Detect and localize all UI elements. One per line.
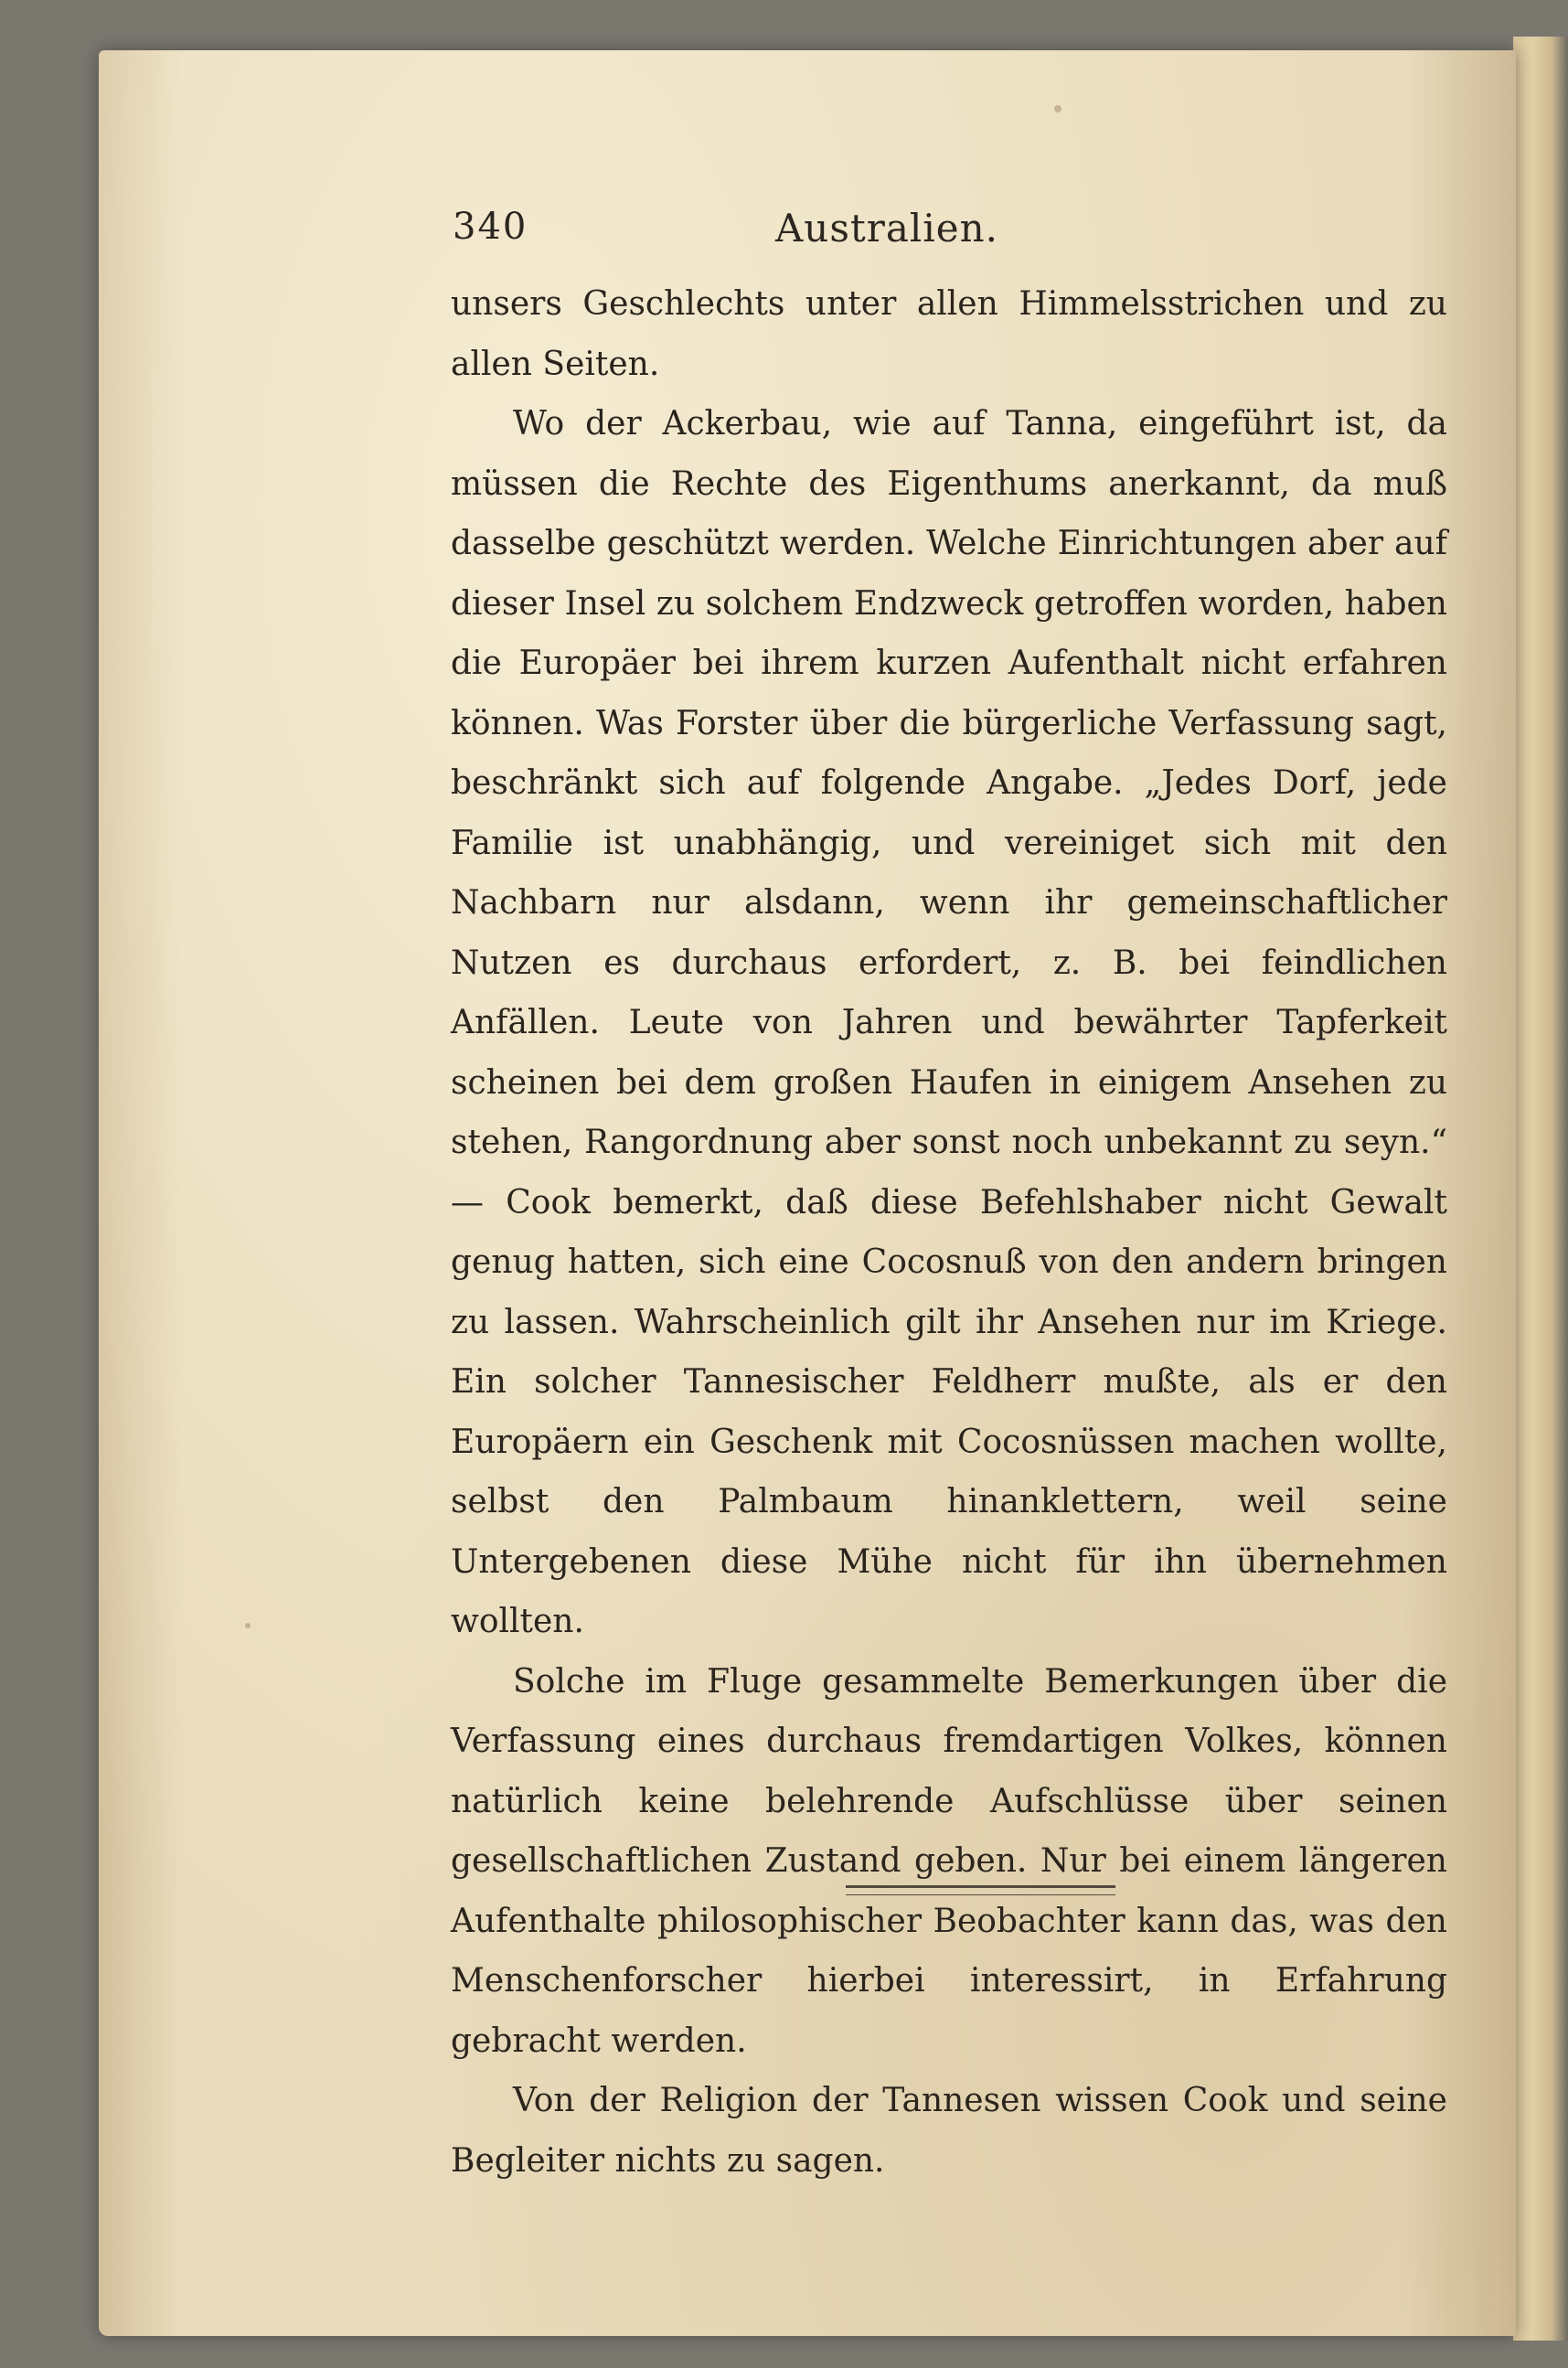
paper-stain <box>1054 105 1061 112</box>
paragraph-observations: Solche im Fluge gesammelte Bemerkungen über die Verfassung eines durchaus fremdartigen Volkes, können natürlich keine belehrende Aufschlüsse über seinen gesellschaftlichen Zustand geben. Nur bei einem längeren Aufenthalte philosophischer Beobachter kann das, was den Menschenforscher hierbei interessirt, in Erfahrung gebracht werden. <box>451 1662 1447 2060</box>
scan-background-edge <box>1513 37 1568 2341</box>
body-text <box>451 274 1447 2191</box>
paragraph-continuation: unsers Geschlechts unter allen Himmelsstrichen und zu allen Seiten. <box>451 285 1447 383</box>
page-header <box>453 206 1321 270</box>
paragraph-religion: Von der Religion der Tannesen wissen Cook und seine Begleiter nichts zu sagen. <box>451 2082 1447 2180</box>
running-head: Australien. <box>774 206 999 251</box>
paragraph-agriculture: Wo der Ackerbau, wie auf Tanna, eingeführt ist, da müssen die Rechte des Eigenthums anerkannt, da muß dasselbe geschützt werden. Welche Einrichtungen aber auf dieser Insel zu solchem Endzweck getroffen worden, haben die Europäer bei ihrem kurzen Aufenthalt nicht erfahren können. Was Forster über die bürgerliche Verfassung sagt, beschränkt sich auf folgende Angabe. „Jedes Dorf, jede Familie ist unabhängig, und vereiniget sich mit den Nachbarn nur alsdann, wenn ihr gemeinschaftlicher Nutzen es durchaus erfordert, z. B. bei feindlichen Anfällen. Leute von Jahren und bewährter Tapferkeit scheinen bei dem großen Haufen in einigem Ansehen zu stehen, Rangordnung aber sonst noch unbekannt zu seyn.“ — Cook bemerkt, daß diese Befehlshaber nicht Gewalt genug hatten, sich eine Cocosnuß von den andern bringen zu lassen. Wahrscheinlich gilt ihr Ansehen nur im Kriege. Ein solcher Tannesischer Feldherr mußte, als er den Europäern ein Geschenk mit Cocosnüssen machen wollte, selbst den Palmbaum hinanklettern, weil seine Untergebenen diese Mühe nicht für ihn übernehmen wollten. <box>451 405 1447 1640</box>
paper-stain <box>245 1623 251 1628</box>
page-number: 340 <box>453 206 528 248</box>
section-separator-rule <box>846 1885 1115 1895</box>
